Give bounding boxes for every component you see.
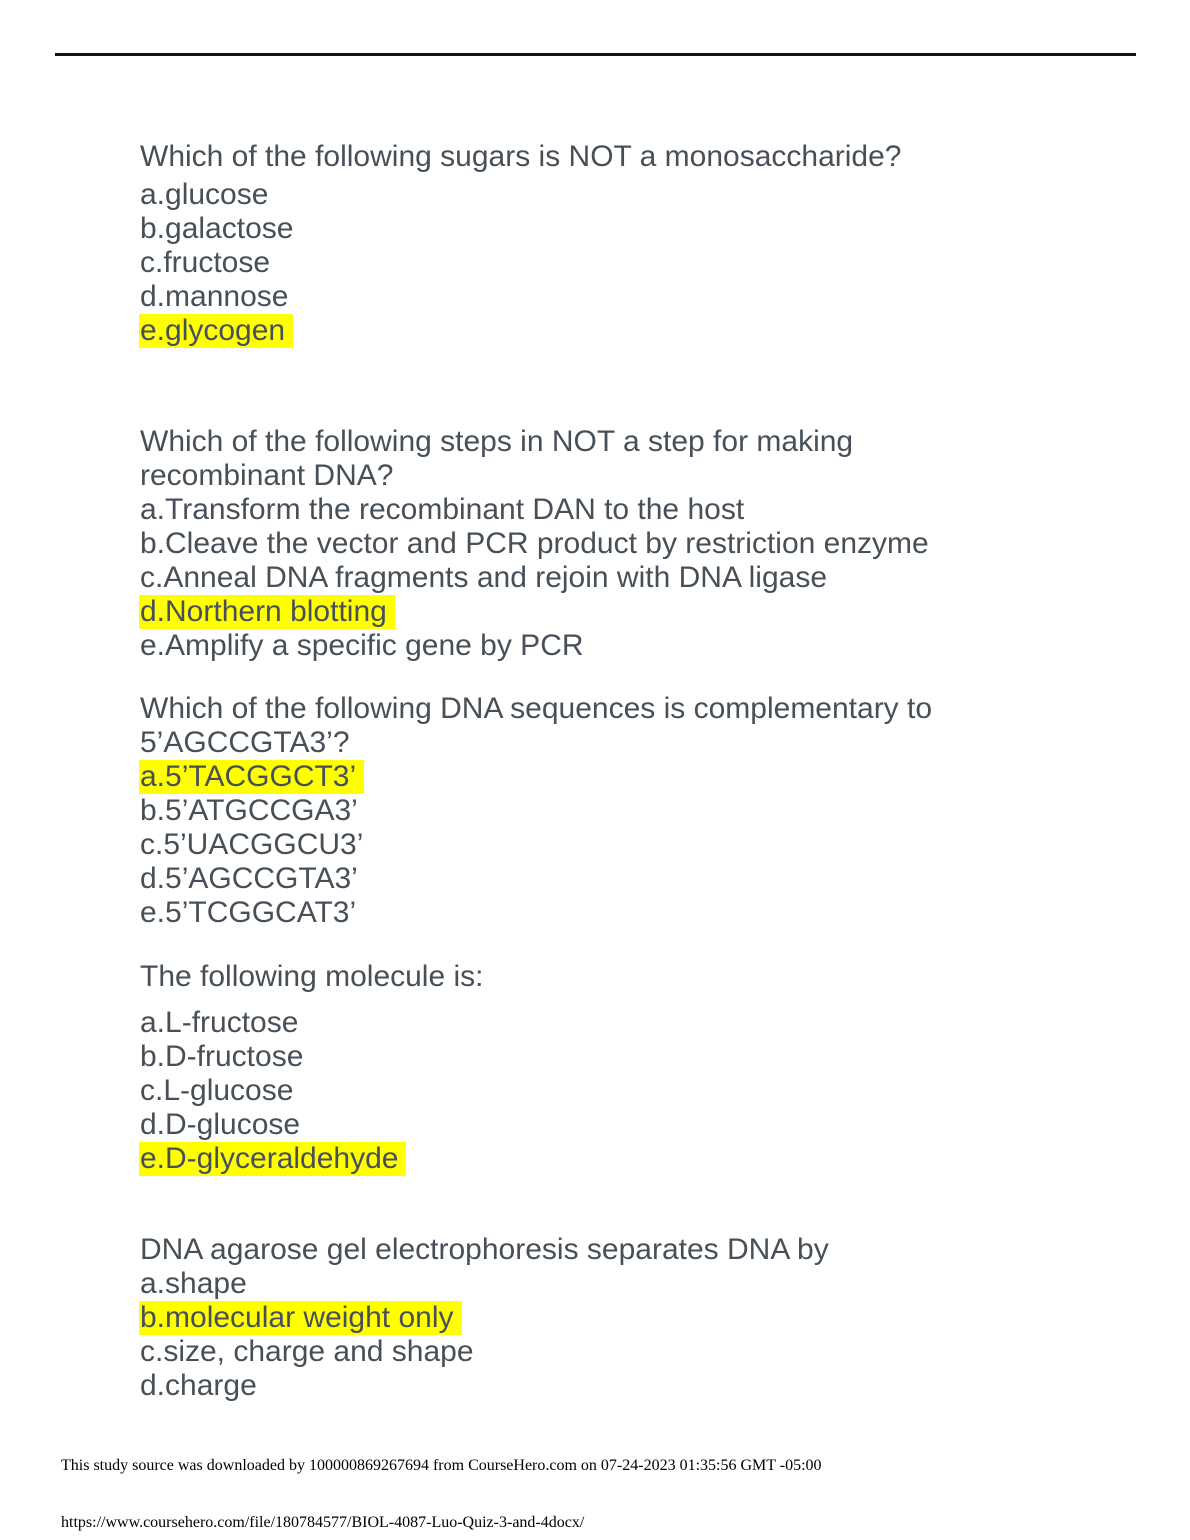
question-block bbox=[140, 1233, 1100, 1403]
answer-option: a.Transform the recombinant DAN to the host bbox=[140, 493, 745, 526]
answer-options bbox=[140, 760, 1100, 930]
answer-options bbox=[140, 1267, 1100, 1403]
question-title: recombinant DNA? bbox=[140, 459, 394, 492]
answer-option: d.D-glucose bbox=[140, 1108, 301, 1141]
answer-option: c.Anneal DNA fragments and rejoin with DNA ligase bbox=[140, 561, 828, 594]
answer-option: c.5’UACGGCU3’ bbox=[140, 828, 364, 861]
answer-option: a.glucose bbox=[140, 178, 269, 211]
answer-option bbox=[140, 595, 1100, 629]
highlighted-answer: b.molecular weight only bbox=[139, 1301, 462, 1335]
answer-option: b.5’ATGCCGA3’ bbox=[140, 794, 358, 827]
question-title: Which of the following sugars is NOT a monosaccharide? bbox=[140, 140, 902, 173]
answer-option: e.Amplify a specific gene by PCR bbox=[140, 629, 584, 662]
question-title: 5’AGCCGTA3’? bbox=[140, 726, 350, 759]
answer-option: d.mannose bbox=[140, 280, 289, 313]
question-title: Which of the following DNA sequences is complementary to bbox=[140, 692, 933, 725]
question-title: Which of the following steps in NOT a step for making bbox=[140, 425, 854, 458]
answer-option: c.L-glucose bbox=[140, 1074, 294, 1107]
answer-options bbox=[140, 178, 1100, 348]
question-title: The following molecule is: bbox=[140, 960, 484, 993]
answer-option: a.shape bbox=[140, 1267, 247, 1300]
answer-option bbox=[140, 1301, 1100, 1335]
answer-option: e.5’TCGGCAT3’ bbox=[140, 896, 357, 929]
answer-option: a.L-fructose bbox=[140, 1006, 299, 1039]
highlighted-answer: a.5’TACGGCT3’ bbox=[139, 760, 364, 794]
answer-option bbox=[140, 1142, 1100, 1176]
question-block bbox=[140, 692, 1100, 930]
answer-option: c.size, charge and shape bbox=[140, 1335, 474, 1368]
answer-option bbox=[140, 314, 1100, 348]
highlighted-answer: d.Northern blotting bbox=[139, 595, 395, 629]
answer-option: d.charge bbox=[140, 1369, 257, 1402]
quiz-content bbox=[140, 0, 1100, 1403]
download-attribution: This study source was downloaded by 100000869267694 from CourseHero.com on 07-24-2023 01:35:56 GMT -05:00 bbox=[61, 1457, 822, 1474]
answer-option: b.D-fructose bbox=[140, 1040, 304, 1073]
question-block bbox=[140, 140, 1100, 348]
answer-option bbox=[140, 760, 1100, 794]
answer-option: c.fructose bbox=[140, 246, 271, 279]
answer-options bbox=[140, 493, 1100, 663]
question-block bbox=[140, 960, 1100, 1176]
source-url-link[interactable]: https://www.coursehero.com/file/180784577/BIOL-4087-Luo-Quiz-3-and-4docx/ bbox=[61, 1514, 585, 1531]
answer-option: d.5’AGCCGTA3’ bbox=[140, 862, 358, 895]
question-block bbox=[140, 425, 1100, 663]
answer-option: b.galactose bbox=[140, 212, 294, 245]
highlighted-answer: e.glycogen bbox=[139, 314, 293, 348]
answer-option: b.Cleave the vector and PCR product by restriction enzyme bbox=[140, 527, 929, 560]
answer-options bbox=[140, 1006, 1100, 1176]
question-title: DNA agarose gel electrophoresis separates DNA by bbox=[140, 1233, 829, 1266]
highlighted-answer: e.D-glyceraldehyde bbox=[139, 1142, 406, 1176]
